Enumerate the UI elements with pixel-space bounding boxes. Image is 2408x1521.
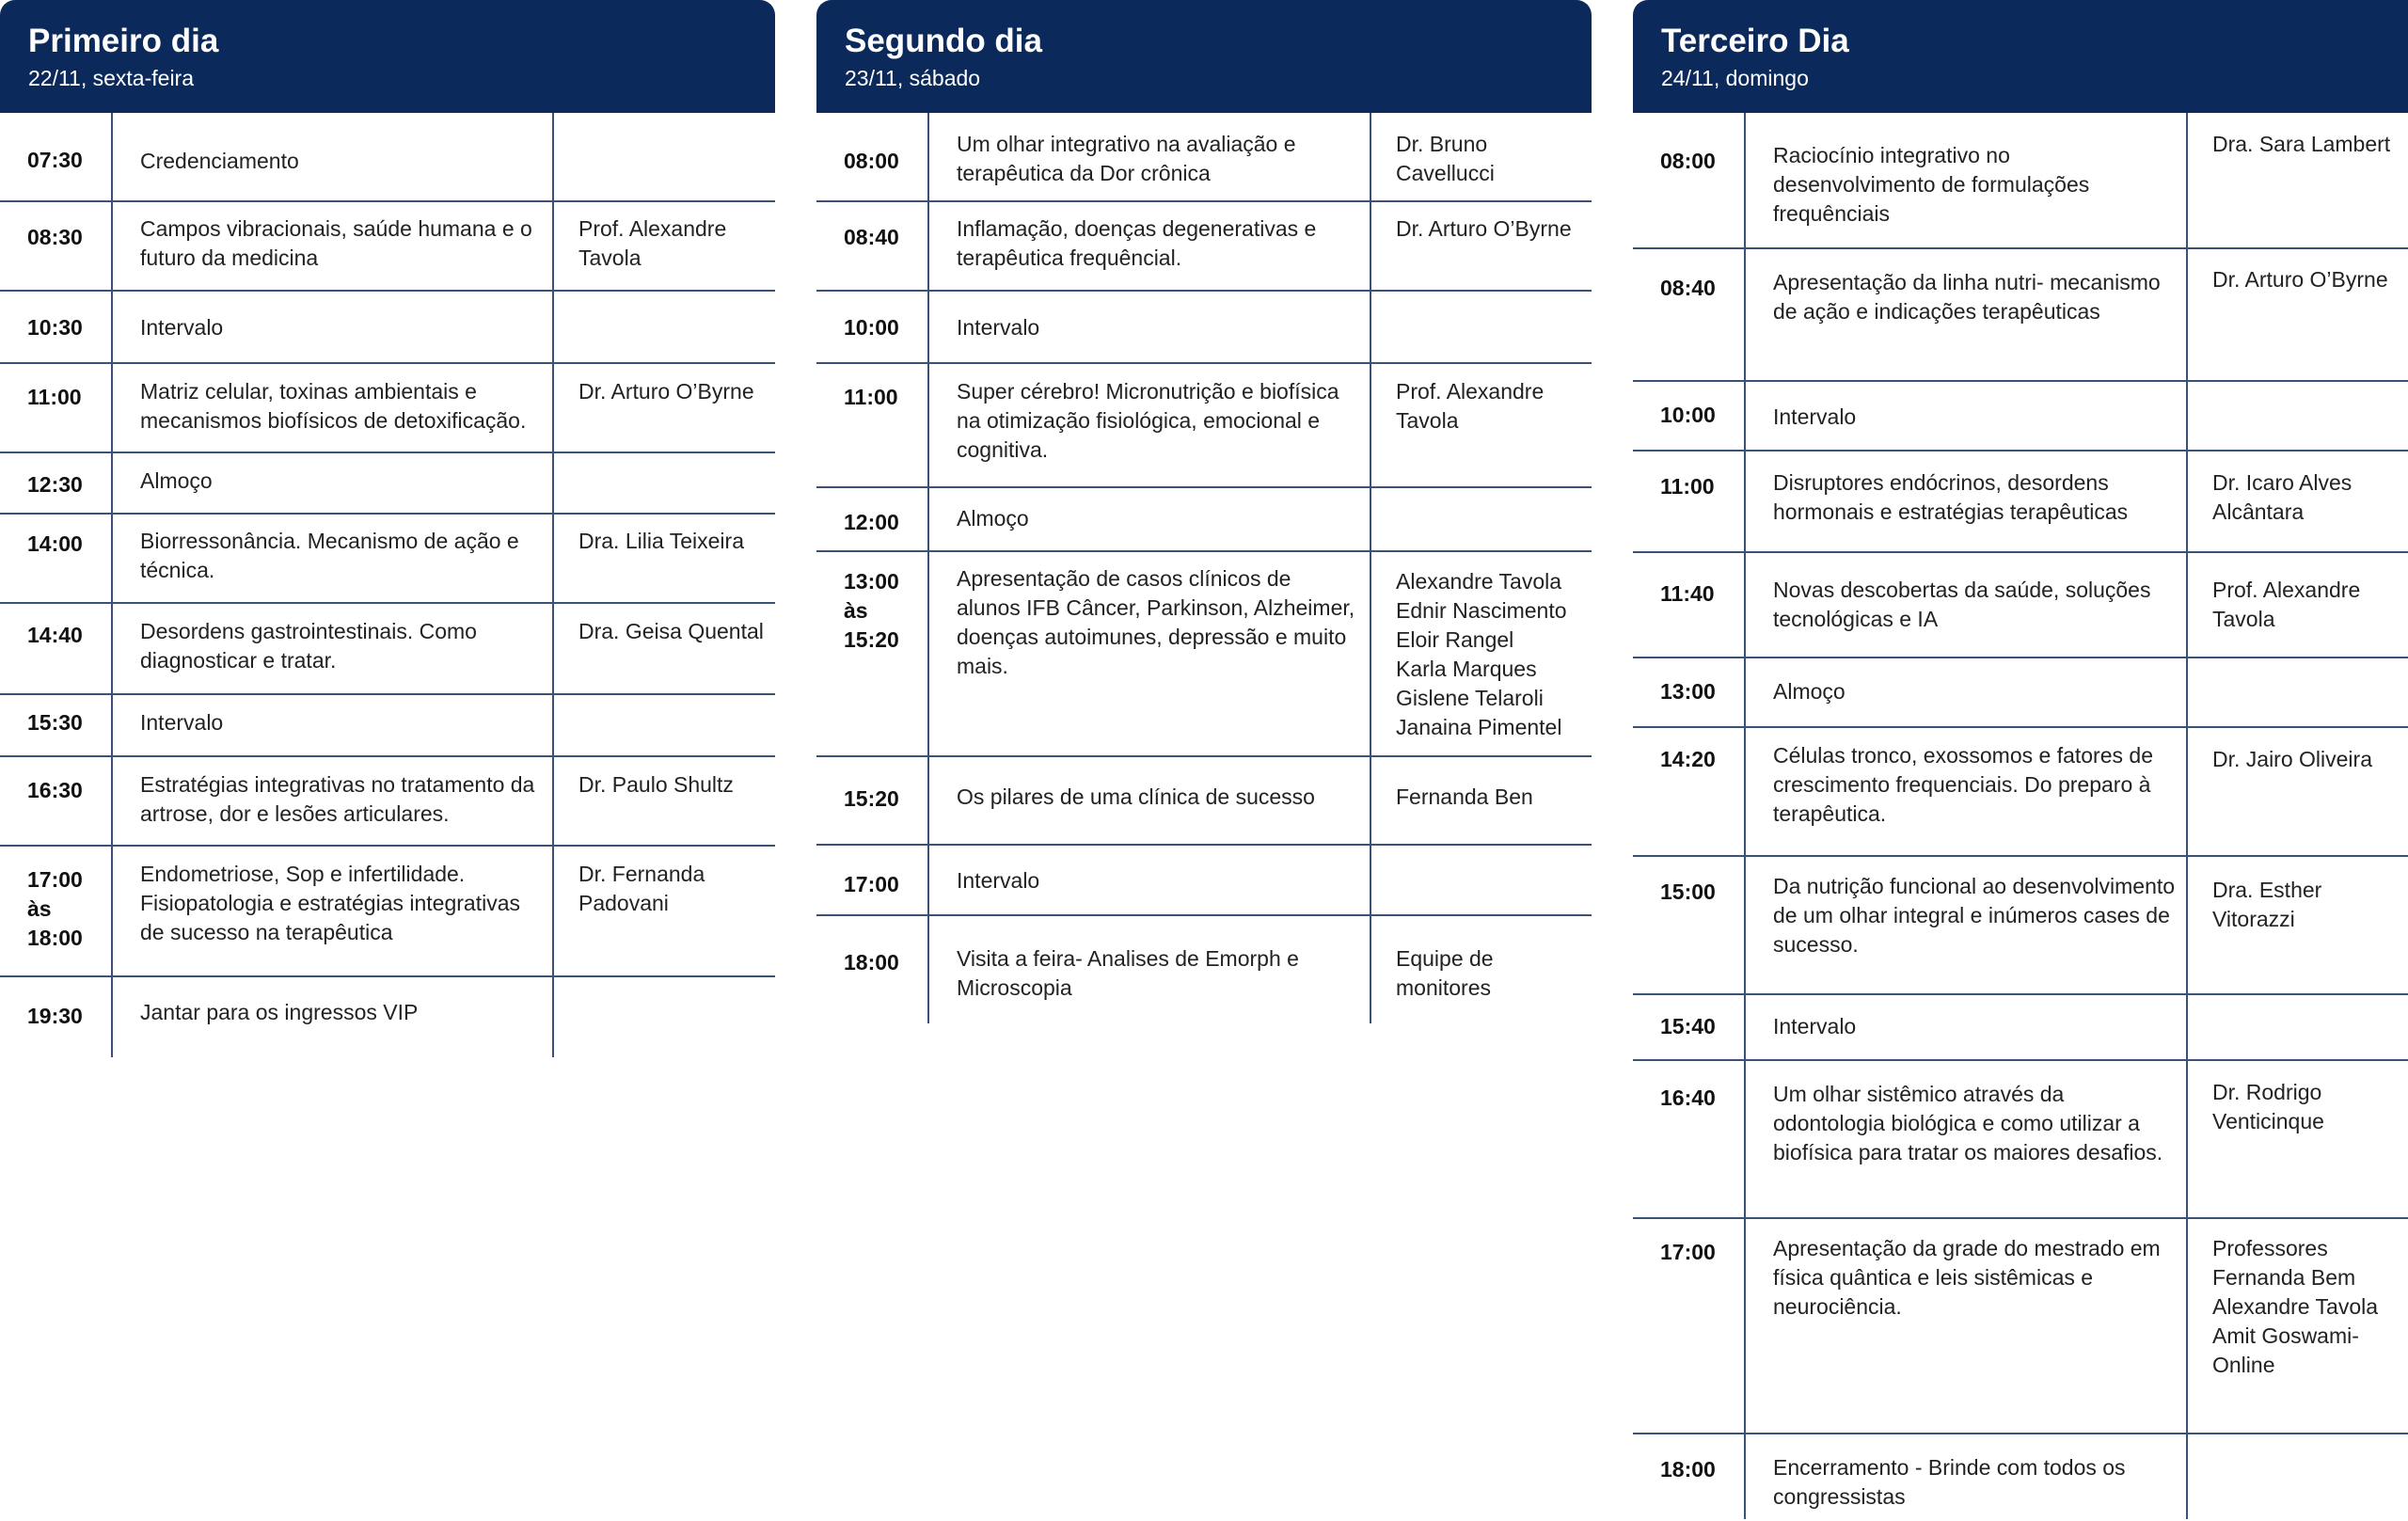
speaker-cell: Equipe de monitores	[1396, 946, 1494, 1000]
speaker-cell: Professores Fernanda Bem Alexandre Tavola Amit Goswami-Online	[2212, 1236, 2379, 1377]
topic-cell: Jantar para os ingressos VIP	[113, 977, 554, 1057]
time-cell: 10:00	[816, 292, 929, 362]
speaker-cell	[554, 113, 775, 200]
day-date: 23/11, sábado	[845, 66, 981, 90]
time-cell: 14:40	[0, 604, 113, 693]
topic-cell: Os pilares de uma clínica de sucesso	[929, 757, 1371, 844]
schedule-row	[0, 847, 775, 977]
schedule-row	[1633, 1434, 2408, 1519]
schedule-row	[816, 488, 1592, 552]
topic-cell: Endometriose, Sop e infertilidade. Fisiopatologia e estratégias integrativas de sucesso na terapêutica	[113, 847, 554, 975]
speaker-cell: Dr. Rodrigo Venticinque	[2212, 1080, 2324, 1133]
speaker-cell	[1371, 846, 1592, 914]
topic-cell: Apresentação de casos clínicos de alunos IFB Câncer, Parkinson, Alzheimer, doenças autoimunes, depressão e muito mais.	[929, 552, 1371, 755]
schedule-row	[816, 113, 1592, 202]
schedule-row	[816, 757, 1592, 846]
topic-cell: Apresentação da linha nutri- mecanismo de ação e indicações terapêuticas	[1746, 249, 2188, 380]
topic-cell: Super cérebro! Micronutrição e biofísica na otimização fisiológica, emocional e cognitiva.	[929, 364, 1371, 486]
time-cell: 17:00	[816, 846, 929, 914]
speaker-cell	[554, 292, 775, 362]
time-cell: 07:30	[0, 113, 113, 200]
time-cell: 19:30	[0, 977, 113, 1057]
topic-cell: Apresentação da grade do mestrado em física quântica e leis sistêmicas e neurociência.	[1746, 1219, 2188, 1433]
day-column-3	[1633, 0, 2408, 1519]
time-cell: 15:20	[816, 757, 929, 844]
schedule-row	[1633, 1061, 2408, 1219]
topic-cell: Biorressonância. Mecanismo de ação e técnica.	[113, 515, 554, 602]
speaker-cell	[2188, 1434, 2408, 1519]
schedule-row	[0, 757, 775, 847]
schedule-row	[816, 202, 1592, 292]
schedule-row	[1633, 452, 2408, 553]
schedule-table	[816, 113, 1592, 1023]
topic-cell: Visita a feira- Analises de Emorph e Microscopia	[929, 916, 1371, 1023]
speaker-cell	[2188, 995, 2408, 1059]
speaker-cell: Dr. Icaro Alves Alcântara	[2212, 470, 2353, 524]
speaker-cell	[554, 695, 775, 755]
time-cell: 15:40	[1633, 995, 1746, 1059]
day-date: 24/11, domingo	[1661, 66, 1809, 90]
speaker-cell: Dra. Lilia Teixeira	[578, 529, 744, 553]
schedule-row	[816, 552, 1592, 757]
day-column-2	[816, 0, 1592, 1023]
topic-cell: Disruptores endócrinos, desordens hormonais e estratégias terapêuticas	[1746, 452, 2188, 551]
schedule-row	[816, 292, 1592, 364]
schedule-row	[1633, 1219, 2408, 1434]
day-title: Segundo dia	[845, 23, 1042, 59]
time-cell: 11:40	[1633, 553, 1746, 657]
schedule-row	[1633, 728, 2408, 857]
topic-cell: Raciocínio integrativo no desenvolvimento de formulações frequênciais	[1746, 113, 2188, 247]
schedule-row	[1633, 658, 2408, 728]
time-cell: 18:00	[816, 916, 929, 1023]
topic-cell: Células tronco, exossomos e fatores de crescimento frequenciais. Do preparo à terapêutica.	[1746, 728, 2188, 855]
schedule-row	[1633, 382, 2408, 452]
speaker-cell	[554, 453, 775, 513]
topic-cell: Almoço	[113, 453, 554, 513]
topic-cell: Um olhar sistêmico através da odontologia biológica e como utilizar a biofísica para tratar os maiores desafios.	[1746, 1061, 2188, 1217]
time-cell: 18:00	[1633, 1434, 1746, 1519]
time-cell: 08:40	[816, 202, 929, 290]
time-cell: 12:00	[816, 488, 929, 550]
schedule-row	[1633, 113, 2408, 249]
speaker-cell: Fernanda Ben	[1396, 784, 1533, 809]
time-cell: 08:00	[816, 113, 929, 200]
time-cell: 10:30	[0, 292, 113, 362]
time-cell: 13:00	[1633, 658, 1746, 726]
time-cell: 15:30	[0, 695, 113, 755]
speaker-cell: Dr. Fernanda Padovani	[578, 862, 705, 915]
speaker-cell	[554, 977, 775, 1057]
time-cell: 10:00	[1633, 382, 1746, 450]
day-title: Primeiro dia	[28, 23, 219, 59]
schedule-row	[0, 364, 775, 453]
speaker-cell: Dr. Jairo Oliveira	[2212, 747, 2372, 771]
schedule-row	[1633, 995, 2408, 1061]
speaker-cell: Dr. Arturo O’Byrne	[2212, 267, 2388, 292]
speaker-cell: Dr. Arturo O’Byrne	[1396, 216, 1572, 241]
topic-cell: Intervalo	[929, 846, 1371, 914]
time-cell: 15:00	[1633, 857, 1746, 993]
schedule-row	[0, 453, 775, 515]
topic-cell: Um olhar integrativo na avaliação e terapêutica da Dor crônica	[929, 113, 1371, 200]
time-cell: 12:30	[0, 453, 113, 513]
schedule-row	[0, 977, 775, 1057]
time-cell: 16:40	[1633, 1061, 1746, 1217]
day-header	[816, 0, 1592, 113]
topic-cell: Almoço	[1746, 658, 2188, 726]
topic-cell: Almoço	[929, 488, 1371, 550]
schedule-row	[816, 364, 1592, 488]
time-cell: 14:20	[1633, 728, 1746, 855]
speaker-cell: Dr. Arturo O’Byrne	[578, 379, 754, 404]
topic-cell: Intervalo	[113, 695, 554, 755]
day-date: 22/11, sexta-feira	[28, 66, 195, 90]
schedule-row	[816, 916, 1592, 1023]
schedule-row	[0, 515, 775, 604]
topic-cell: Intervalo	[1746, 995, 2188, 1059]
schedule-row	[0, 113, 775, 202]
speaker-cell: Prof. Alexandre Tavola	[2212, 578, 2361, 631]
time-cell: 13:00 às 15:20	[816, 552, 929, 755]
schedule-row	[0, 695, 775, 757]
day-header	[1633, 0, 2408, 113]
topic-cell: Campos vibracionais, saúde humana e o futuro da medicina	[113, 202, 554, 290]
time-cell: 16:30	[0, 757, 113, 845]
time-cell: 17:00	[1633, 1219, 1746, 1433]
speaker-cell: Dr. Bruno Cavellucci	[1396, 132, 1495, 185]
speaker-cell	[2188, 382, 2408, 450]
topic-cell: Estratégias integrativas no tratamento da artrose, dor e lesões articulares.	[113, 757, 554, 845]
day-header	[0, 0, 775, 113]
topic-cell: Da nutrição funcional ao desenvolvimento de um olhar integral e inúmeros cases de sucesso.	[1746, 857, 2188, 993]
schedule-row	[1633, 553, 2408, 658]
time-cell: 11:00	[0, 364, 113, 452]
time-cell: 08:00	[1633, 113, 1746, 247]
schedule-row	[1633, 857, 2408, 995]
schedule-table	[1633, 113, 2408, 1519]
topic-cell: Credenciamento	[113, 113, 554, 200]
schedule-table	[0, 113, 775, 1057]
speaker-cell	[1371, 292, 1592, 362]
speaker-cell: Prof. Alexandre Tavola	[578, 216, 727, 270]
speaker-cell: Dr. Paulo Shultz	[578, 772, 734, 797]
topic-cell: Novas descobertas da saúde, soluções tecnológicas e IA	[1746, 553, 2188, 657]
time-cell: 08:30	[0, 202, 113, 290]
topic-cell: Encerramento - Brinde com todos os congressistas	[1746, 1434, 2188, 1519]
speaker-cell: Dra. Esther Vitorazzi	[2212, 878, 2322, 931]
topic-cell: Desordens gastrointestinais. Como diagnosticar e tratar.	[113, 604, 554, 693]
schedule-row	[0, 202, 775, 292]
topic-cell: Intervalo	[1746, 382, 2188, 450]
time-cell: 11:00	[816, 364, 929, 486]
speaker-cell: Prof. Alexandre Tavola	[1396, 379, 1545, 433]
day-title: Terceiro Dia	[1661, 23, 1849, 59]
schedule-row	[816, 846, 1592, 916]
speaker-cell: Alexandre Tavola Ednir Nascimento Eloir Rangel Karla Marques Gislene Telaroli Janaina Pimentel	[1396, 569, 1567, 739]
topic-cell: Inflamação, doenças degenerativas e terapêutica frequêncial.	[929, 202, 1371, 290]
time-cell: 08:40	[1633, 249, 1746, 380]
topic-cell: Intervalo	[929, 292, 1371, 362]
speaker-cell	[1371, 488, 1592, 550]
speaker-cell: Dra. Geisa Quental	[578, 619, 764, 643]
schedule-row	[1633, 249, 2408, 382]
speaker-cell: Dra. Sara Lambert	[2212, 132, 2391, 156]
topic-cell: Matriz celular, toxinas ambientais e mecanismos biofísicos de detoxificação.	[113, 364, 554, 452]
schedule-row	[0, 604, 775, 695]
time-cell: 14:00	[0, 515, 113, 602]
time-cell: 11:00	[1633, 452, 1746, 551]
topic-cell: Intervalo	[113, 292, 554, 362]
day-column-1	[0, 0, 775, 1057]
speaker-cell	[2188, 658, 2408, 726]
schedule-row	[0, 292, 775, 364]
time-cell: 17:00 às 18:00	[0, 847, 113, 975]
